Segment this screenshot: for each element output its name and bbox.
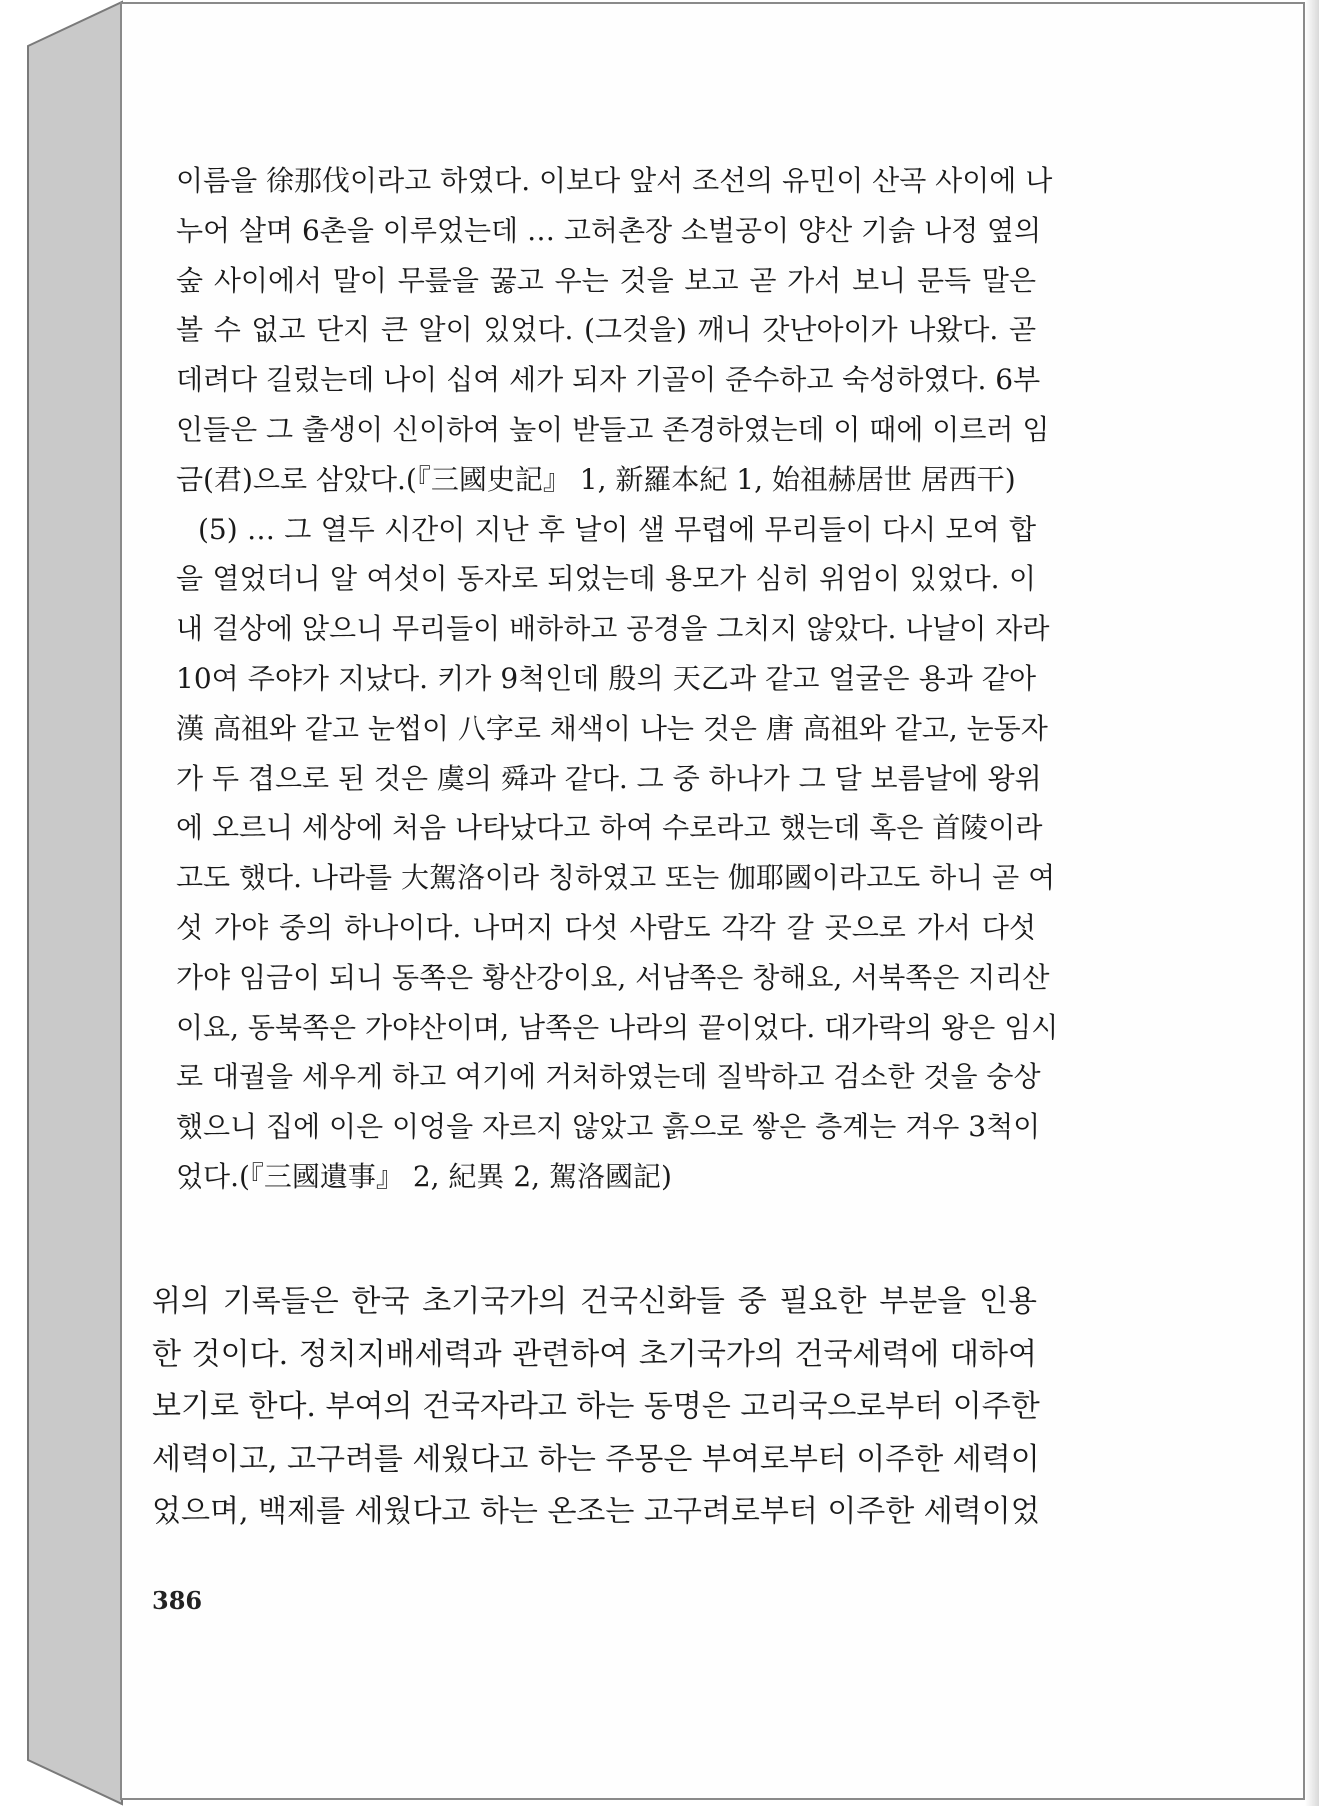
- text-line: 누어 살며 6촌을 이루었는데 … 고허촌장 소벌공이 양산 기슭 나정 옆의: [176, 213, 1042, 247]
- text-line: 가야 임금이 되니 동쪽은 황산강이요, 서남쪽은 창해요, 서북쪽은 지리산: [176, 960, 1050, 994]
- text-line: 漢 高祖와 같고 눈썹이 八字로 채색이 나는 것은 唐 高祖와 같고, 눈동자: [176, 711, 1048, 745]
- text-line: 을 열었더니 알 여섯이 동자로 되었는데 용모가 심히 위엄이 있었다. 이: [176, 562, 1036, 596]
- text-line: 세력이고, 고구려를 세웠다고 하는 주몽은 부여로부터 이주한 세력이: [152, 1441, 1040, 1477]
- text-line: 섯 가야 중의 하나이다. 나머지 다섯 사람도 각각 갈 곳으로 가서 다섯: [176, 910, 1036, 944]
- text-line: 10여 주야가 지났다. 키가 9척인데 殷의 天乙과 같고 얼굴은 용과 같아: [176, 661, 1036, 695]
- text-line: 금(君)으로 삼았다.(『三國史記』 1, 新羅本紀 1, 始祖赫居世 居西干): [176, 462, 1016, 496]
- text-line: 가 두 겹으로 된 것은 虞의 舜과 같다. 그 중 하나가 그 달 보름날에 왕위: [176, 761, 1042, 795]
- text-line: 이요, 동북쪽은 가야산이며, 남쪽은 나라의 끝이었다. 대가락의 왕은 임시: [176, 1010, 1059, 1044]
- text-line: (5) … 그 열두 시간이 지난 후 날이 샐 무렵에 무리들이 다시 모여 합: [198, 512, 1036, 546]
- text-line: 로 대궐을 세우게 하고 여기에 거처하였는데 질박하고 검소한 것을 숭상: [176, 1060, 1041, 1094]
- text-line: 에 오르니 세상에 처음 나타났다고 하여 수로라고 했는데 혹은 首陵이라: [176, 811, 1043, 845]
- text-line: 한 것이다. 정치지배세력과 관련하여 초기국가의 건국세력에 대하여: [152, 1336, 1037, 1372]
- text-line: 었다.(『三國遺事』 2, 紀異 2, 駕洛國記): [176, 1159, 672, 1193]
- text-line: 이름을 徐那伐이라고 하였다. 이보다 앞서 조선의 유민이 산곡 사이에 나: [176, 164, 1053, 197]
- text-line: 위의 기록들은 한국 초기국가의 건국신화들 중 필요한 부분을 인용: [152, 1284, 1037, 1319]
- page-shadow: [1305, 0, 1319, 1806]
- text-line: 었으며, 백제를 세웠다고 하는 온조는 고구려로부터 이주한 세력이었: [152, 1494, 1040, 1530]
- text-line: 숲 사이에서 말이 무릎을 꿇고 우는 것을 보고 곧 가서 보니 문득 말은: [176, 263, 1036, 297]
- text-line: 볼 수 없고 단지 큰 알이 있었다. (그것을) 깨니 갓난아이가 나왔다. 곧: [176, 313, 1036, 347]
- page-number: 386: [152, 1586, 203, 1615]
- text-line: 내 걸상에 앉으니 무리들이 배하하고 공경을 그치지 않았다. 나날이 자라: [176, 612, 1050, 646]
- text-line: 데려다 길렀는데 나이 십여 세가 되자 기골이 준수하고 숙성하였다. 6부: [176, 363, 1041, 397]
- body-paragraph: [152, 1276, 1040, 1539]
- text-line: 고도 했다. 나라를 大駕洛이라 칭하였고 또는 伽耶國이라고도 하니 곧 여: [176, 861, 1056, 895]
- text-line: 인들은 그 출생이 신이하여 높이 받들고 존경하였는데 이 때에 이르러 임: [176, 412, 1050, 446]
- text-line: 했으니 집에 이은 이엉을 자르지 않았고 흙으로 쌓은 층계는 겨우 3척이: [176, 1110, 1041, 1144]
- text-line: 보기로 한다. 부여의 건국자라고 하는 동명은 고리국으로부터 이주한: [152, 1389, 1040, 1425]
- quoted-source-text: [176, 156, 1059, 1202]
